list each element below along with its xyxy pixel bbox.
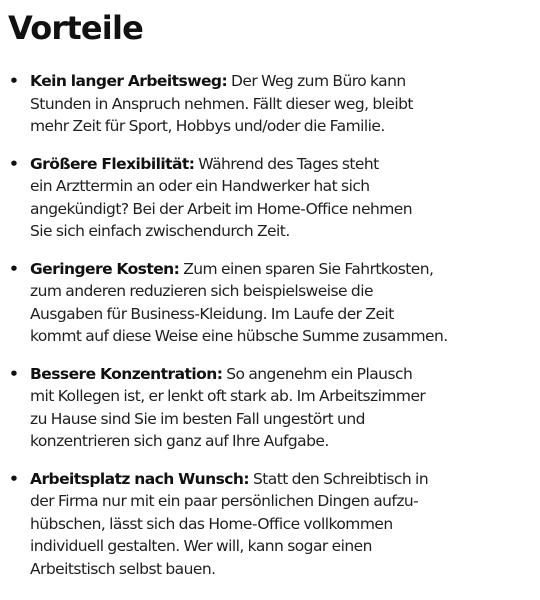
item-heading: Bessere Konzentration: (30, 364, 223, 383)
item-heading: Größere Flexibilität: (30, 154, 195, 173)
item-heading: Kein langer Arbeitsweg: (30, 72, 228, 90)
item-first-line (30, 70, 532, 93)
item-heading: Geringere Kosten: (30, 259, 180, 278)
item-text: individuell gestalten. Wer will, kann sogar einen (30, 537, 372, 555)
bullet-marker: • (9, 259, 19, 278)
bullet-marker: • (9, 469, 19, 488)
item-text: angekündigt? Bei der Arbeit im Home-Office nehmen (30, 199, 413, 218)
item-text: Sie sich einfach zwischendurch Zeit. (30, 222, 290, 240)
item-text: konzentrieren sich ganz auf Ihre Aufgabe. (30, 432, 329, 450)
item-text: Statt den Schreibtisch in (249, 469, 429, 488)
item-text: mehr Zeit für Sport, Hobbys und/oder die Familie. (30, 117, 385, 135)
item-text: der Firma nur mit ein paar persönlichen Dingen aufzu- (30, 492, 419, 510)
list-item-konzentration (8, 363, 532, 453)
item-text: Arbeitstisch selbst bauen. (30, 559, 216, 578)
item-first-line (30, 363, 532, 386)
item-text: Während des Tages steht (194, 154, 379, 173)
item-text: hübschen, lässt sich das Home-Office vollkommen (30, 514, 393, 533)
item-text: mit Kollegen ist, er lenkt oft stark ab. Im Arbeitszimmer (30, 387, 426, 405)
item-heading: Arbeitsplatz nach Wunsch: (30, 469, 250, 488)
item-first-line (30, 153, 532, 176)
item-text: Der Weg zum Büro kann (227, 72, 406, 90)
item-first-line (30, 468, 532, 491)
item-text: Zum einen sparen Sie Fahrtkosten, (179, 259, 434, 278)
item-text: ein Arzttermin an oder ein Handwerker hat sich (30, 177, 370, 195)
list-item-kosten (8, 258, 532, 348)
list-item-arbeitsweg (8, 70, 532, 138)
item-text: So angenehm ein Plausch (222, 364, 413, 383)
bullet-marker: • (9, 72, 19, 90)
page-title: Vorteile (8, 9, 144, 47)
item-first-line (30, 258, 532, 281)
list-item-flexibilitaet (8, 153, 532, 243)
item-text: Ausgaben für Business-Kleidung. Im Laufe der Zeit (30, 304, 394, 323)
item-text: kommt auf diese Weise eine hübsche Summe zusammen. (30, 327, 448, 345)
list-item-arbeitsplatz (8, 468, 532, 581)
document-page (8, 8, 532, 595)
item-text: zu Hause sind Sie im besten Fall ungestört und (30, 409, 365, 428)
advantages-list (8, 70, 532, 580)
bullet-marker: • (9, 364, 19, 383)
item-text: Stunden in Anspruch nehmen. Fällt dieser weg, bleibt (30, 94, 413, 113)
item-text: zum anderen reduzieren sich beispielsweise die (30, 282, 373, 300)
bullet-marker: • (9, 154, 19, 173)
